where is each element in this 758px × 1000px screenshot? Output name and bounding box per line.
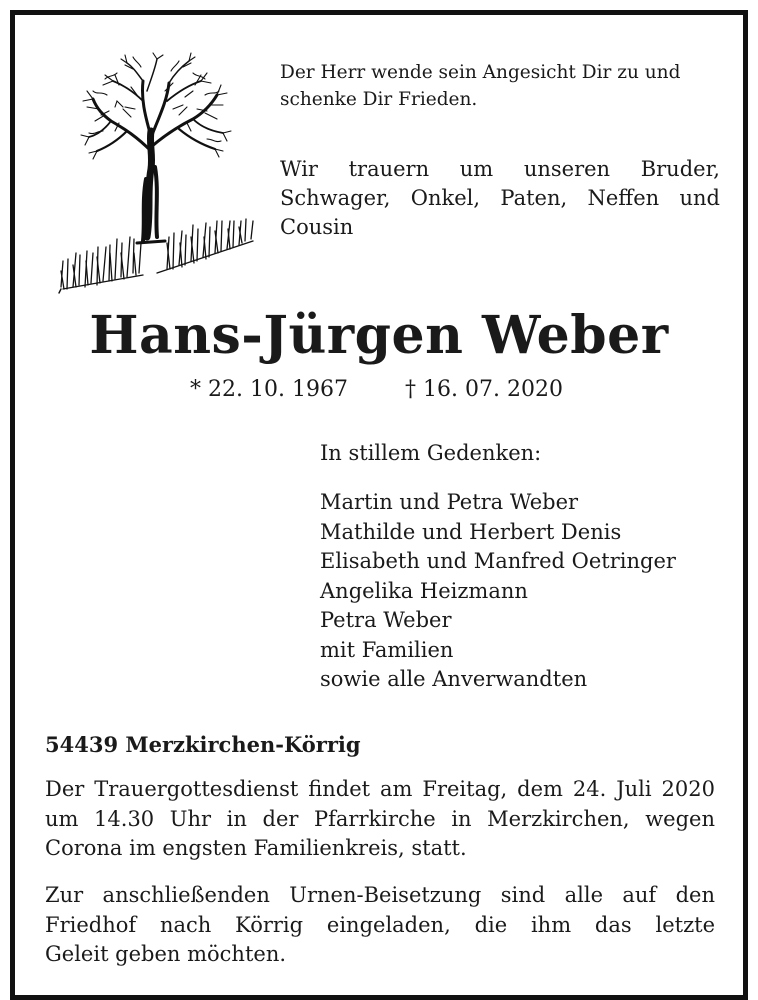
verse-text — [280, 59, 720, 113]
service-text — [45, 775, 715, 864]
mourning-text — [280, 155, 720, 242]
obituary-frame — [10, 10, 748, 1000]
tree-icon — [47, 51, 262, 297]
death-date: † 16. 07. 2020 — [405, 377, 563, 402]
birth-date: * 22. 10. 1967 — [190, 377, 348, 402]
mourning-line: Wir trauern um unseren Bruder, — [280, 157, 720, 181]
family-member: Angelika Heizmann — [320, 578, 528, 603]
family-member: sowie alle Anverwandten — [320, 667, 588, 691]
mourning-line: Schwager, Onkel, Paten, Neffen und — [280, 186, 720, 210]
verse-line: schenke Dir Frieden. — [280, 89, 478, 110]
mourning-line: Cousin — [280, 215, 354, 239]
family-member: Martin und Petra Weber — [320, 490, 579, 514]
service-line: Der Trauergottesdienst findet am Freitag, dem 24. Juli 2020 — [45, 777, 715, 801]
family-member: Elisabeth und Manfred Oetringer — [320, 549, 676, 573]
burial-line: Friedhof nach Körrig eingeladen, die ihm das letzte — [45, 912, 715, 937]
family-member: Petra Weber — [320, 608, 452, 632]
verse-line: Der Herr wende sein Angesicht Dir zu und — [280, 62, 681, 83]
burial-text — [45, 881, 715, 970]
family-member: mit Familien — [320, 637, 454, 662]
family-member: Mathilde und Herbert Denis — [320, 519, 622, 544]
family-list — [320, 488, 676, 695]
deceased-name: Hans-Jürgen Weber — [89, 305, 669, 366]
place-heading: 54439 Merzkirchen-Körrig — [45, 732, 361, 757]
service-line: Corona im engsten Familienkreis, statt. — [45, 836, 467, 860]
service-line: um 14.30 Uhr in der Pfarrkirche in Merzkirchen, wegen — [45, 806, 715, 831]
memory-heading: In stillem Gedenken: — [320, 441, 542, 465]
burial-line: Geleit geben möchten. — [45, 942, 287, 966]
burial-line: Zur anschließenden Urnen-Beisetzung sind alle auf den — [45, 883, 715, 907]
